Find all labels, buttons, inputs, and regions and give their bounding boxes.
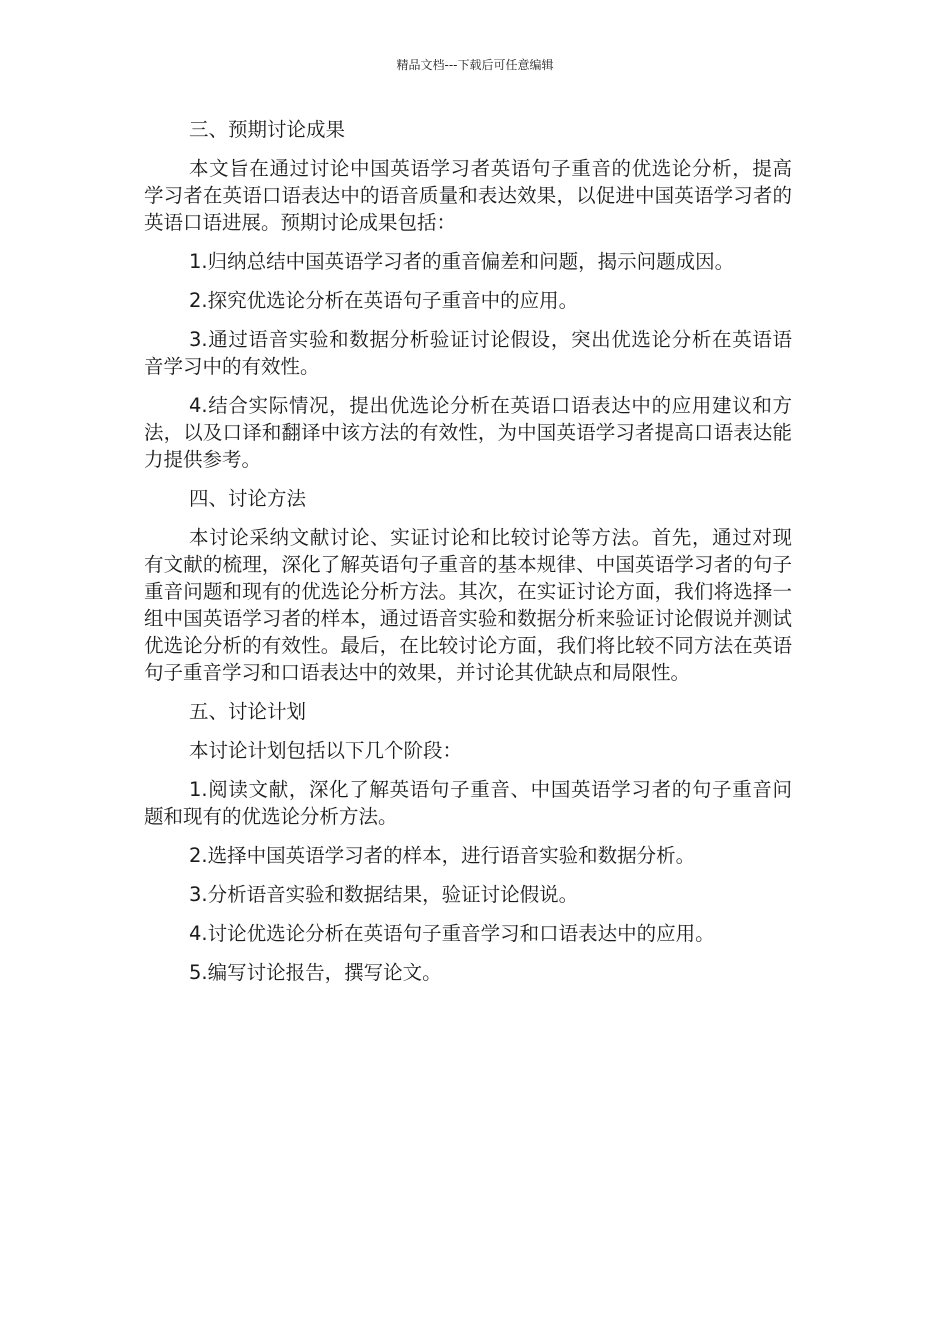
- section-heading-plan: 五、讨论计划: [189, 700, 307, 723]
- list-item-result-1: 1.归纳总结中国英语学习者的重音偏差和问题，揭示问题成因。: [189, 250, 735, 273]
- document-body: [144, 116, 792, 998]
- section-heading-methods: 四、讨论方法: [189, 487, 307, 510]
- list-item-result-3: 3.通过语音实验和数据分析验证讨论假设，突出优选论分析在英语语音学习中的有效性。: [144, 328, 792, 378]
- list-item-result-4: 4.结合实际情况，提出优选论分析在英语口语表达中的应用建议和方法，以及口译和翻译中该方法的有效性，为中国英语学习者提高口语表达能力提供参考。: [144, 394, 792, 471]
- paragraph-methods: 本讨论采纳文献讨论、实证讨论和比较讨论等方法。首先，通过对现有文献的梳理，深化了解英语句子重音的基本规律、中国英语学习者的句子重音问题和现有的优选论分析方法。其次，在实证讨论方面，我们将选择一组中国英语学习者的样本，通过语音实验和数据分析来验证讨论假说并测试优选论分析的有效性。最后，在比较讨论方面，我们将比较不同方法在英语句子重音学习和口语表达中的效果，并讨论其优缺点和局限性。: [144, 526, 792, 684]
- list-item-plan-2: 2.选择中国英语学习者的样本，进行语音实验和数据分析。: [189, 844, 696, 867]
- paragraph-expected-results-intro: 本文旨在通过讨论中国英语学习者英语句子重音的优选论分析，提高学习者在英语口语表达中的语音质量和表达效果，以促进中国英语学习者的英语口语进展。预期讨论成果包括：: [144, 157, 792, 234]
- list-item-plan-1: 1.阅读文献，深化了解英语句子重音、中国英语学习者的句子重音问题和现有的优选论分析方法。: [144, 778, 792, 828]
- list-item-plan-5: 5.编写讨论报告，撰写论文。: [189, 961, 442, 984]
- list-item-plan-3: 3.分析语音实验和数据结果，验证讨论假说。: [189, 883, 579, 906]
- paragraph-plan-intro: 本讨论计划包括以下几个阶段：: [189, 739, 463, 762]
- page-header: 精品文档---下载后可任意编辑: [396, 58, 554, 72]
- list-item-result-2: 2.探究优选论分析在英语句子重音中的应用。: [189, 289, 579, 312]
- list-item-plan-4: 4.讨论优选论分析在英语句子重音学习和口语表达中的应用。: [189, 922, 715, 945]
- section-heading-expected-results: 三、预期讨论成果: [189, 118, 346, 141]
